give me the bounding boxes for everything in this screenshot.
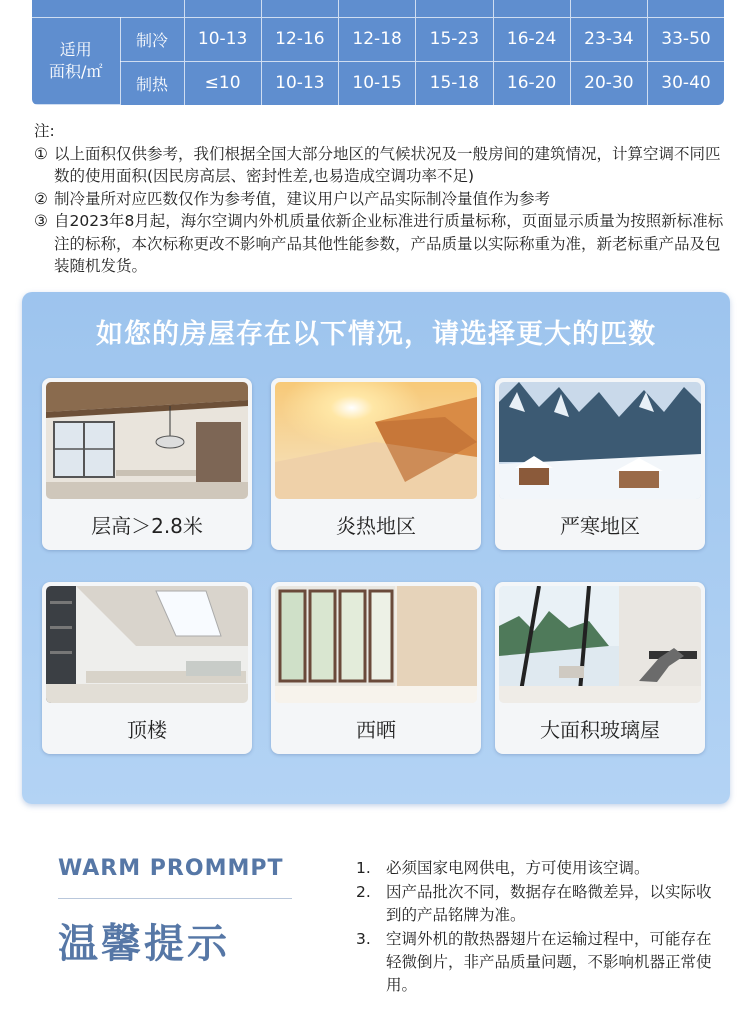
list-number: 1. bbox=[356, 859, 371, 877]
table-cell bbox=[32, 0, 184, 17]
notes-section bbox=[34, 120, 724, 278]
situation-card-hot-region bbox=[271, 378, 481, 550]
note-text: 自2023年8月起，海尔空调内外机质量依新企业标准进行质量标称，页面显示质量为按照新标准标注的标称，本次标称更改不影响产品其他性能参数，产品质量以实际称重为准，新老标重产品及包装随机发货。 bbox=[54, 212, 724, 275]
table-cell: 12-18 bbox=[339, 17, 416, 61]
note-text: 以上面积仅供参考，我们根据全国大部分地区的气候状况及一般房间的建筑情况，计算空调不同匹数的使用面积(因民房高层、密封性差,也易造成空调功率不足) bbox=[54, 144, 721, 185]
cooling-label: 制冷 bbox=[120, 17, 184, 61]
note-text: 制冷量所对应匹数仅作为参考值，建议用户以产品实际制冷量值作为参考 bbox=[54, 189, 551, 208]
list-text: 因产品批次不同，数据存在略微差异，以实际收到的产品铭牌为准。 bbox=[386, 883, 712, 924]
hot-desert-photo bbox=[275, 382, 477, 499]
heating-label: 制热 bbox=[120, 61, 184, 104]
table-cell: 12-16 bbox=[261, 17, 338, 61]
table-cell bbox=[493, 0, 570, 17]
table-cell: ≤10 bbox=[184, 61, 261, 104]
situations-title: 如您的房屋存在以下情况，请选择更大的匹数 bbox=[96, 319, 656, 350]
west-sun-window-photo bbox=[275, 586, 477, 703]
list-item bbox=[356, 881, 726, 927]
situation-label: 严寒地区 bbox=[560, 514, 640, 538]
situation-label: 顶楼 bbox=[127, 718, 167, 742]
attic-room-photo bbox=[46, 586, 248, 703]
table-cell: 10-13 bbox=[184, 17, 261, 61]
situation-label: 大面积玻璃屋 bbox=[540, 718, 660, 742]
table-cell bbox=[648, 0, 725, 17]
table-cell: 16-24 bbox=[493, 17, 570, 61]
note-number: ② bbox=[34, 189, 48, 208]
list-text: 必须国家电网供电，方可使用该空调。 bbox=[386, 859, 650, 877]
table-cell: 23-34 bbox=[570, 17, 647, 61]
warm-prompt-title-en: WARM PROMMPT bbox=[58, 856, 284, 881]
glass-house-photo bbox=[499, 586, 701, 703]
table-row bbox=[32, 17, 724, 61]
situation-card-west-sun bbox=[271, 582, 481, 754]
table-cell: 10-15 bbox=[339, 61, 416, 104]
notes-title: 注: bbox=[34, 122, 55, 140]
situation-card-cold-region bbox=[495, 378, 705, 550]
warm-prompt-list bbox=[356, 857, 726, 998]
situation-card-top-floor bbox=[42, 582, 252, 754]
note-item bbox=[34, 143, 724, 188]
list-number: 2. bbox=[356, 883, 371, 901]
table-cell: 30-40 bbox=[648, 61, 725, 104]
table-cell: 15-23 bbox=[416, 17, 493, 61]
situation-card-high-ceiling bbox=[42, 378, 252, 550]
note-number: ③ bbox=[34, 212, 48, 230]
table-cell: 33-50 bbox=[648, 17, 725, 61]
warm-prompt-title-cn: 温馨提示 bbox=[58, 921, 230, 967]
list-number: 3. bbox=[356, 930, 371, 948]
divider bbox=[58, 898, 292, 899]
situation-card-glass-house bbox=[495, 582, 705, 754]
table-cell bbox=[570, 0, 647, 17]
table-cell bbox=[416, 0, 493, 17]
high-ceiling-room-photo bbox=[46, 382, 248, 499]
table-cell: 20-30 bbox=[570, 61, 647, 104]
table-row bbox=[32, 61, 724, 104]
list-item bbox=[356, 928, 726, 997]
table-cell bbox=[184, 0, 261, 17]
area-spec-table bbox=[32, 0, 724, 105]
note-item bbox=[34, 210, 724, 278]
situation-label: 西晒 bbox=[356, 718, 396, 742]
area-label: 适用 面积/㎡ bbox=[32, 17, 120, 105]
note-number: ① bbox=[34, 144, 48, 163]
list-item bbox=[356, 857, 726, 880]
list-text: 空调外机的散热器翅片在运输过程中，可能存在轻微倒片，非产品质量问题，不影响机器正常使用。 bbox=[386, 930, 712, 994]
table-cell: 10-13 bbox=[261, 61, 338, 104]
note-item bbox=[34, 188, 724, 211]
situation-label: 层高＞2.8米 bbox=[91, 514, 203, 538]
snowy-village-photo bbox=[499, 382, 701, 499]
larger-capacity-situations-panel bbox=[22, 292, 730, 804]
table-cell bbox=[261, 0, 338, 17]
situation-label: 炎热地区 bbox=[336, 514, 416, 538]
table-cell: 16-20 bbox=[493, 61, 570, 104]
table-cell bbox=[339, 0, 416, 17]
table-cell: 15-18 bbox=[416, 61, 493, 104]
